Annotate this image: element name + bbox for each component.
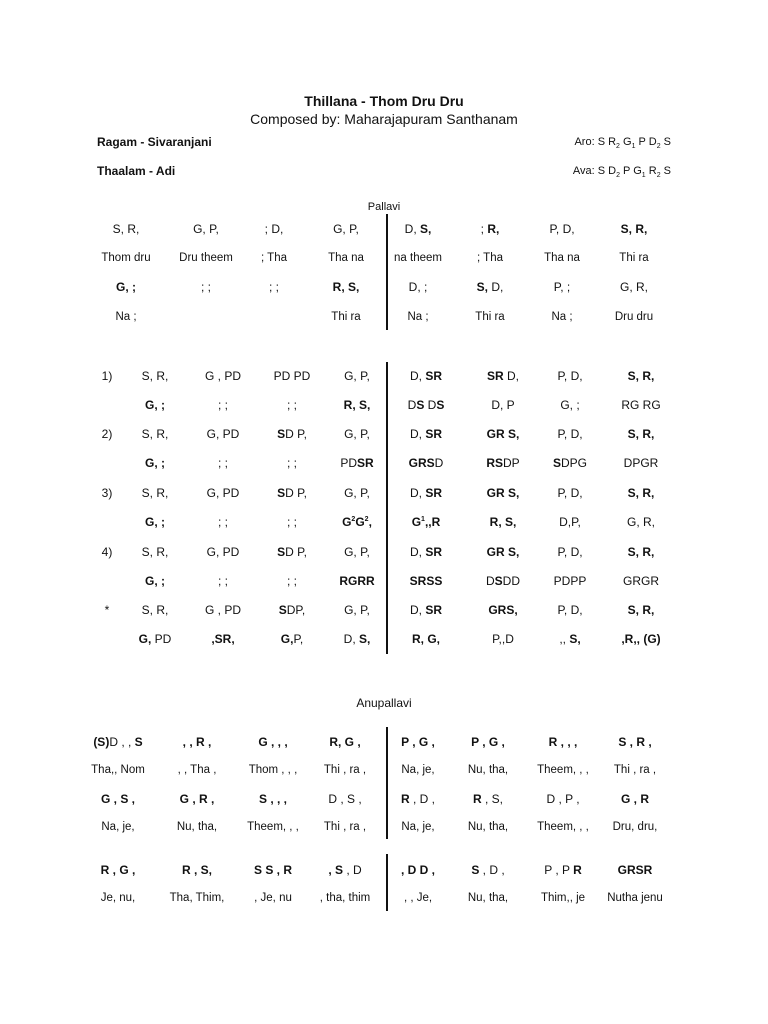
swara-cell: P, D, xyxy=(557,545,583,559)
swara-cell: SDP, xyxy=(278,603,306,617)
swara-cell: (S)D , , S xyxy=(93,735,143,749)
lyric-cell: ; Tha xyxy=(261,252,287,264)
swara-cell: R , S, xyxy=(181,863,212,877)
swara-cell: G , , , xyxy=(258,735,288,749)
swara-cell: GRS, xyxy=(488,603,518,617)
swara-cell: $G^1,,R$ xyxy=(411,515,441,529)
sangatis-row xyxy=(0,425,768,443)
sangatis-row xyxy=(0,630,768,648)
swara-cell: R, S, xyxy=(343,398,371,412)
swara-cell: D, SR xyxy=(409,486,442,500)
lyric-cell: Thom dru xyxy=(101,252,151,264)
swara-cell: ; ; xyxy=(286,515,297,529)
swara-cell: R , D , xyxy=(400,792,435,806)
swara-cell: D , S , xyxy=(328,792,362,806)
swara-cell: P , G , xyxy=(471,735,505,749)
swara-cell: D , P , xyxy=(546,792,580,806)
swara-cell: S, R, xyxy=(141,603,169,617)
composer-line: Composed by: Maharajapuram Santhanam xyxy=(250,111,518,127)
swara-cell: DPGR xyxy=(623,456,659,470)
swara-cell: GR S, xyxy=(486,486,520,500)
swara-cell: P, ; xyxy=(553,280,571,294)
swara-cell: R, S, xyxy=(332,280,360,294)
sangatis-row xyxy=(0,513,768,531)
anupallavi-row xyxy=(0,733,768,751)
anupallavi-row xyxy=(0,761,768,779)
lyric-cell: Na, je, xyxy=(101,821,135,833)
swara-cell: D, SR xyxy=(409,545,442,559)
swara-cell: P, D, xyxy=(557,427,583,441)
swara-cell: , D D , xyxy=(400,863,435,877)
lyric-cell: Na, je, xyxy=(401,764,435,776)
swara-cell: D, S, xyxy=(343,632,371,646)
swara-cell: D, SR xyxy=(409,603,442,617)
swara-cell: ; ; xyxy=(286,574,297,588)
swara-cell: G, PD xyxy=(206,486,240,500)
lyric-cell: , Je, nu xyxy=(254,892,292,904)
pallavi-heading: Pallavi xyxy=(367,201,401,213)
swara-cell: R , , , xyxy=(548,735,578,749)
swara-cell: PDPP xyxy=(553,574,587,588)
swara-cell: P, D, xyxy=(549,222,575,236)
swara-cell: P, D, xyxy=(557,369,583,383)
swara-cell: ; ; xyxy=(200,280,211,294)
swara-cell: G, P, xyxy=(344,545,370,559)
anupallavi-row xyxy=(0,861,768,879)
swara-cell: D, SR xyxy=(409,369,442,383)
lyric-cell: Theem, , , xyxy=(247,821,299,833)
variation-label: 4) xyxy=(101,545,113,559)
thaalam-label: Thaalam - Adi xyxy=(97,164,176,178)
swara-cell: D,P, xyxy=(559,515,581,529)
lyric-cell: Nu, tha, xyxy=(467,764,509,776)
swara-cell: G, PD xyxy=(206,545,240,559)
swara-cell: S, R, xyxy=(627,427,655,441)
swara-cell: G , S , xyxy=(100,792,135,806)
lyric-cell: Je, nu, xyxy=(100,892,136,904)
sangatis-row xyxy=(0,454,768,472)
swara-cell: PDSR xyxy=(340,456,374,470)
swara-cell: RG RG xyxy=(621,398,661,412)
pallavi-row xyxy=(0,278,768,296)
pallavi-row xyxy=(0,220,768,238)
lyric-cell: Tha,, Nom xyxy=(91,764,145,776)
ragam-label: Ragam - Sivaranjani xyxy=(97,135,212,149)
lyric-cell: Dru, dru, xyxy=(612,821,658,833)
swara-cell: P, D, xyxy=(557,603,583,617)
swara-cell: P , G , xyxy=(401,735,435,749)
swara-cell: , , R , xyxy=(182,735,212,749)
anupallavi-row xyxy=(0,889,768,907)
swara-cell: G, ; xyxy=(145,515,165,529)
swara-cell: G, P, xyxy=(333,222,359,236)
pallavi-row xyxy=(0,308,768,326)
swara-cell: S, R, xyxy=(141,486,169,500)
swara-cell: R , S, xyxy=(472,792,503,806)
swara-cell: SD P, xyxy=(277,486,307,500)
swara-cell: ; ; xyxy=(217,515,228,529)
lyric-cell: Thi ra xyxy=(475,311,505,323)
swara-cell: G, ; xyxy=(145,574,165,588)
sangatis-row xyxy=(0,543,768,561)
swara-cell: R, S, xyxy=(489,515,517,529)
swara-cell: S, R, xyxy=(141,545,169,559)
swara-cell: G, ; xyxy=(145,398,165,412)
lyric-cell: Na ; xyxy=(115,311,137,323)
swara-cell: D, ; xyxy=(408,280,428,294)
swara-cell: R, G , xyxy=(329,735,361,749)
lyric-cell: Theem, , , xyxy=(537,764,589,776)
sangatis-row xyxy=(0,572,768,590)
lyric-cell: Thi ra xyxy=(331,311,361,323)
swara-cell: SD P, xyxy=(277,427,307,441)
lyric-cell: Nu, tha, xyxy=(467,892,509,904)
lyric-cell: Theem, , , xyxy=(537,821,589,833)
lyric-cell: Nu, tha, xyxy=(467,821,509,833)
lyric-cell: , , Je, xyxy=(403,892,433,904)
swara-cell: G , PD xyxy=(204,603,241,617)
swara-cell: G , R xyxy=(620,792,649,806)
lyric-cell: Tha na xyxy=(544,252,580,264)
swara-cell: G, R, xyxy=(626,515,655,529)
swara-cell: R , G , xyxy=(100,863,136,877)
sangatis-row xyxy=(0,601,768,619)
lyric-cell: Tha na xyxy=(328,252,364,264)
lyric-cell: na theem xyxy=(394,252,442,264)
lyric-cell: Na ; xyxy=(407,311,429,323)
swara-cell: G, ; xyxy=(145,456,165,470)
swara-cell: G, R, xyxy=(619,280,648,294)
swara-cell: G, P, xyxy=(344,427,370,441)
swara-cell: , S , D xyxy=(328,863,362,877)
lyric-cell: Na ; xyxy=(551,311,573,323)
swara-cell: RSDP xyxy=(486,456,520,470)
swara-cell: G, PD xyxy=(206,427,240,441)
lyric-cell: Dru dru xyxy=(614,311,654,323)
sangatis-row xyxy=(0,484,768,502)
swara-cell: G, ; xyxy=(116,280,136,294)
swara-cell: G, PD xyxy=(138,632,172,646)
swara-cell: S , D , xyxy=(471,863,505,877)
swara-cell: DS DS xyxy=(407,398,445,412)
variation-label: 1) xyxy=(101,369,113,383)
swara-cell: G, P, xyxy=(344,486,370,500)
avarohanam-scale: Ava: S $D_2$ P $G_1$ $R_2$ S xyxy=(572,165,671,180)
swara-cell: ; ; xyxy=(217,574,228,588)
swara-cell: S, R, xyxy=(112,222,140,236)
swara-cell: D, P xyxy=(491,398,515,412)
swara-cell: S, R, xyxy=(620,222,648,236)
swara-cell: S, R, xyxy=(141,369,169,383)
swara-cell: SD P, xyxy=(277,545,307,559)
swara-cell: P , P R xyxy=(544,863,582,877)
swara-cell: S, R, xyxy=(141,427,169,441)
swara-cell: PD PD xyxy=(273,369,311,383)
swara-cell: ; ; xyxy=(217,456,228,470)
lyric-cell: Dru theem xyxy=(179,252,233,264)
swara-cell: G , PD xyxy=(204,369,241,383)
swara-cell: GRSR xyxy=(617,863,653,877)
swara-cell: R, G, xyxy=(411,632,440,646)
swara-cell: ,R,, (G) xyxy=(621,632,661,646)
anupallavi-heading: Anupallavi xyxy=(356,696,412,710)
swara-cell: S, R, xyxy=(627,545,655,559)
swara-cell: G,P, xyxy=(280,632,304,646)
sangatis-row xyxy=(0,367,768,385)
swara-cell: $G^2G^2$, xyxy=(342,515,372,529)
lyric-cell: Na, je, xyxy=(401,821,435,833)
swara-cell: ; ; xyxy=(286,398,297,412)
swara-cell: ; ; xyxy=(268,280,279,294)
swara-cell: G, P, xyxy=(193,222,219,236)
variation-label: 2) xyxy=(101,427,113,441)
swara-cell: SR D, xyxy=(486,369,519,383)
lyric-cell: Nu, tha, xyxy=(176,821,218,833)
lyric-cell: , tha, thim xyxy=(319,892,371,904)
swara-cell: S , , , xyxy=(258,792,287,806)
swara-cell: G, ; xyxy=(560,398,580,412)
variation-label: 3) xyxy=(101,486,113,500)
page-title: Thillana - Thom Dru Dru xyxy=(304,93,464,109)
swara-cell: S, D, xyxy=(476,280,504,294)
swara-cell: GRSD xyxy=(408,456,444,470)
swara-cell: ; R, xyxy=(480,222,500,236)
swara-cell: G , R , xyxy=(179,792,215,806)
swara-cell: D, SR xyxy=(409,427,442,441)
arohanam-scale: Aro: S $R_2$ $G_1$ P $D_2$ S xyxy=(574,136,671,151)
swara-cell: ,SR, xyxy=(211,632,235,646)
swara-cell: D, S, xyxy=(404,222,432,236)
lyric-cell: Thi , ra , xyxy=(323,764,367,776)
lyric-cell: , , Tha , xyxy=(177,764,217,776)
swara-cell: S S , R xyxy=(253,863,292,877)
swara-cell: DSDD xyxy=(485,574,521,588)
swara-cell: S , R , xyxy=(618,735,652,749)
swara-cell: GR S, xyxy=(486,427,520,441)
anupallavi-row xyxy=(0,790,768,808)
swara-cell: RGRR xyxy=(339,574,375,588)
swara-cell: G, P, xyxy=(344,603,370,617)
lyric-cell: Thi , ra , xyxy=(323,821,367,833)
swara-cell: G, P, xyxy=(344,369,370,383)
swara-cell: P, D, xyxy=(557,486,583,500)
sangatis-row xyxy=(0,396,768,414)
lyric-cell: Nutha jenu xyxy=(607,892,663,904)
swara-cell: SRSS xyxy=(409,574,443,588)
swara-cell: S, R, xyxy=(627,369,655,383)
swara-cell: ,, S, xyxy=(559,632,581,646)
lyric-cell: Tha, Thim, xyxy=(169,892,225,904)
swara-cell: S, R, xyxy=(627,603,655,617)
swara-cell: SDPG xyxy=(552,456,588,470)
swara-cell: ; D, xyxy=(264,222,284,236)
lyric-cell: Thim,, je xyxy=(540,892,586,904)
swara-cell: ; ; xyxy=(217,398,228,412)
variation-label: * xyxy=(104,603,110,617)
lyric-cell: Thom , , , xyxy=(248,764,298,776)
lyric-cell: ; Tha xyxy=(477,252,503,264)
swara-cell: S, R, xyxy=(627,486,655,500)
pallavi-row xyxy=(0,249,768,267)
swara-cell: GR S, xyxy=(486,545,520,559)
swara-cell: ; ; xyxy=(286,456,297,470)
lyric-cell: Thi ra xyxy=(619,252,649,264)
anupallavi-row xyxy=(0,818,768,836)
lyric-cell: Thi , ra , xyxy=(613,764,657,776)
swara-cell: GRGR xyxy=(623,574,659,588)
swara-cell: P,,D xyxy=(492,632,514,646)
